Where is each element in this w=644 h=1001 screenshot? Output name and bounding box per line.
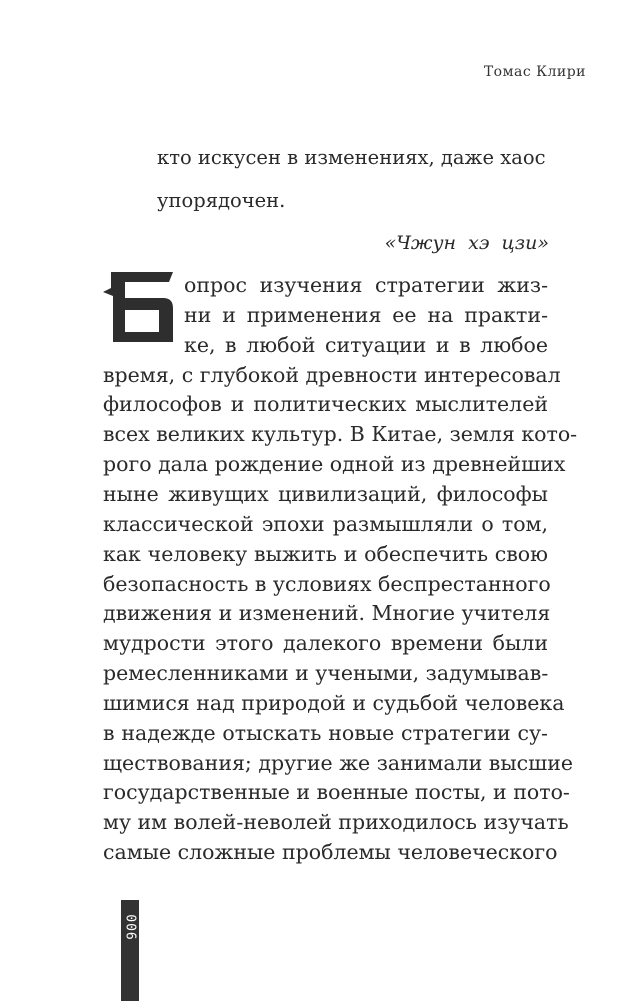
body-line: как человеку выжить и обеспечить свою <box>103 541 548 566</box>
body-line: рого дала рождение одной из древнейших <box>103 452 566 477</box>
body-line: мудрости этого далекого времени были <box>103 631 548 656</box>
epigraph-line: упорядочен. <box>157 189 286 212</box>
body-line: ни и применения ее на практи- <box>184 302 548 327</box>
body-line: ществования; другие же занимали высшие <box>103 750 573 775</box>
body-line: философов и политических мыслителей <box>103 392 548 417</box>
epigraph-attribution: «Чжун хэ цзи» <box>384 232 549 254</box>
body-line: государственные и военные посты, и пото- <box>103 780 570 805</box>
body-line: время, с глубокой древности интересовал <box>103 362 561 387</box>
body-line: в надежде отыскать новые стратегии су- <box>103 720 548 745</box>
body-line: классической эпохи размышляли о том, <box>103 511 548 536</box>
body-line: ке, в любой ситуации и в любое <box>184 332 548 357</box>
body-line: самые сложные проблемы человеческого <box>103 840 558 865</box>
drop-cap-letter <box>103 268 175 344</box>
body-line: безопасность в условиях беспрестанного <box>103 571 551 596</box>
body-line: ныне живущих цивилизаций, философы <box>103 481 548 506</box>
page-number-text: 006 <box>122 913 138 941</box>
page-number <box>121 902 139 952</box>
epigraph-line: кто искусен в изменениях, даже хаос <box>157 146 546 169</box>
body-line: всех великих культур. В Китае, земля кото- <box>103 422 578 447</box>
body-line: ремесленниками и учеными, задумывав- <box>103 661 549 686</box>
body-line: опрос изучения стратегии жиз- <box>184 273 548 297</box>
body-line: движения и изменений. Многие учителя <box>103 601 551 626</box>
running-header-author: Томас Клири <box>483 64 586 80</box>
body-line: му им волей-неволей приходилось изучать <box>103 810 569 835</box>
body-line: шимися над природой и судьбой человека <box>103 690 565 715</box>
